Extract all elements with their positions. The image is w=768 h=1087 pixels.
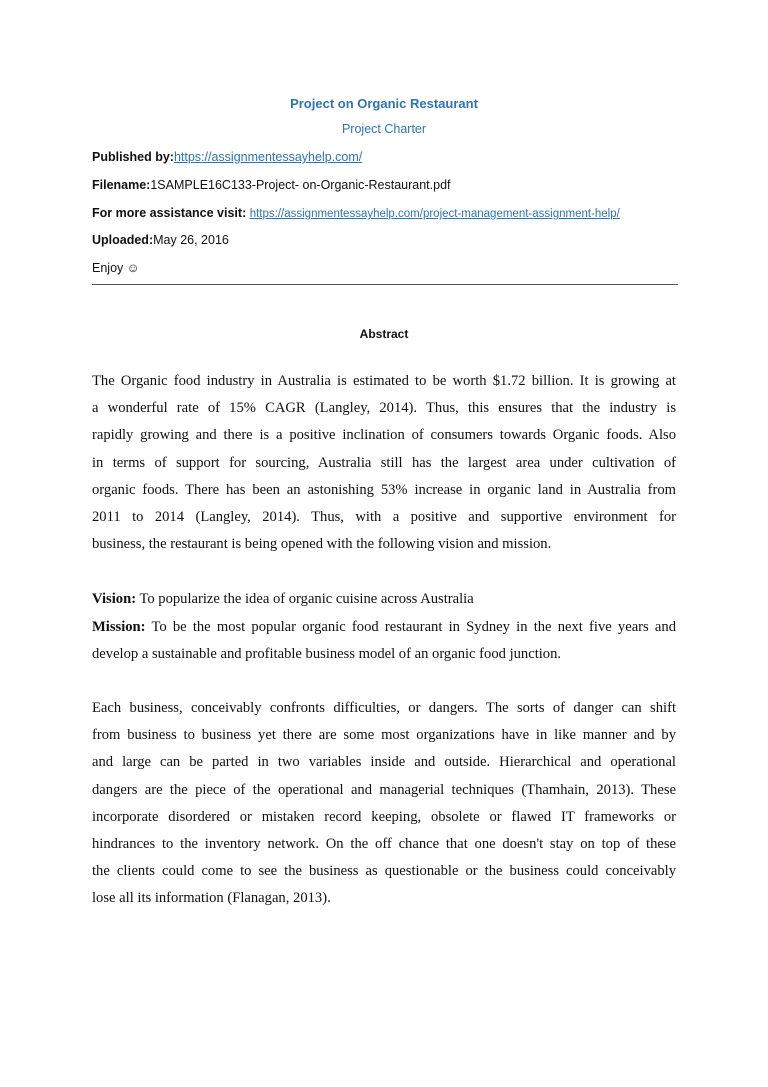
filename-label: Filename: [92, 178, 151, 192]
paragraph-line: hindrances to the inventory network. On the off chance that one doesn't stay on top of these [92, 836, 676, 852]
mission-text: To be the most popular organic food restaurant in Sydney in the next five years and [145, 619, 676, 635]
paragraph-line: rapidly growing and there is a positive inclination of consumers towards Organic foods. Also [92, 427, 676, 444]
paragraph-line: organic foods. There has been an astonishing 53% increase in organic land in Australia from [92, 481, 676, 498]
vision-label: Vision: [92, 591, 137, 607]
mission-label: Mission: [92, 619, 146, 635]
vision-line [92, 591, 676, 608]
filename-line [92, 178, 451, 192]
assist-link[interactable]: https://assignmentessayhelp.com/project-management-assignment-help/ [249, 208, 620, 220]
paragraph-line: a wonderful rate of 15% CAGR (Langley, 2014). Thus, this ensures that the industry is [92, 400, 676, 417]
paragraph-line: dangers are the piece of the operational and managerial techniques (Thamhain, 2013). These [92, 781, 676, 798]
paragraph-line: Each business, conceivably confronts difficulties, or dangers. The sorts of danger can shift [92, 700, 676, 716]
paragraph-line: incorporate disordered or mistaken record keeping, obsolete or flawed IT frameworks or [92, 808, 676, 825]
uploaded-label: Uploaded: [92, 233, 154, 247]
paragraph-line: 2011 to 2014 (Langley, 2014). Thus, with a positive and supportive environment for [92, 509, 676, 525]
paragraph-line: from business to business yet there are some most organizations have in like manner and by [92, 727, 676, 744]
paragraph-line: in terms of support for sourcing, Australia still has the largest area under cultivation of [92, 454, 676, 471]
paragraph-line: lose all its information (Flanagan, 2013). [92, 890, 331, 907]
mission-line-2: develop a sustainable and profitable business model of an organic food junction. [92, 646, 562, 662]
abstract-heading: Abstract [359, 327, 409, 341]
document-title: Project on Organic Restaurant [290, 96, 478, 111]
published-link[interactable]: https://assignmentessayhelp.com/ [173, 150, 363, 164]
assistance-line [92, 206, 620, 220]
document-subtitle: Project Charter [341, 122, 427, 136]
paragraph-line: the clients could come to see the business as questionable or the business could conceivably [92, 863, 676, 880]
enjoy-text: Enjoy ☺ [92, 261, 140, 275]
vision-text: To popularize the idea of organic cuisine across Australia [136, 591, 474, 607]
uploaded-value: May 26, 2016 [153, 233, 229, 247]
paragraph-line: business, the restaurant is being opened with the following vision and mission. [92, 536, 552, 553]
paragraph-line: and large can be parted in two variables inside and outside. Hierarchical and operational [92, 754, 676, 771]
paragraph-line: The Organic food industry in Australia is estimated to be worth $1.72 billion. It is growing at [92, 373, 676, 389]
published-by [92, 150, 362, 164]
uploaded-line [92, 233, 229, 247]
filename-value: 1SAMPLE16C133-Project- on-Organic-Restaurant.pdf [150, 178, 451, 192]
assist-label: For more assistance visit: [92, 206, 247, 220]
published-label: Published by: [92, 150, 174, 164]
mission-line [92, 619, 676, 636]
header-divider [92, 284, 678, 285]
